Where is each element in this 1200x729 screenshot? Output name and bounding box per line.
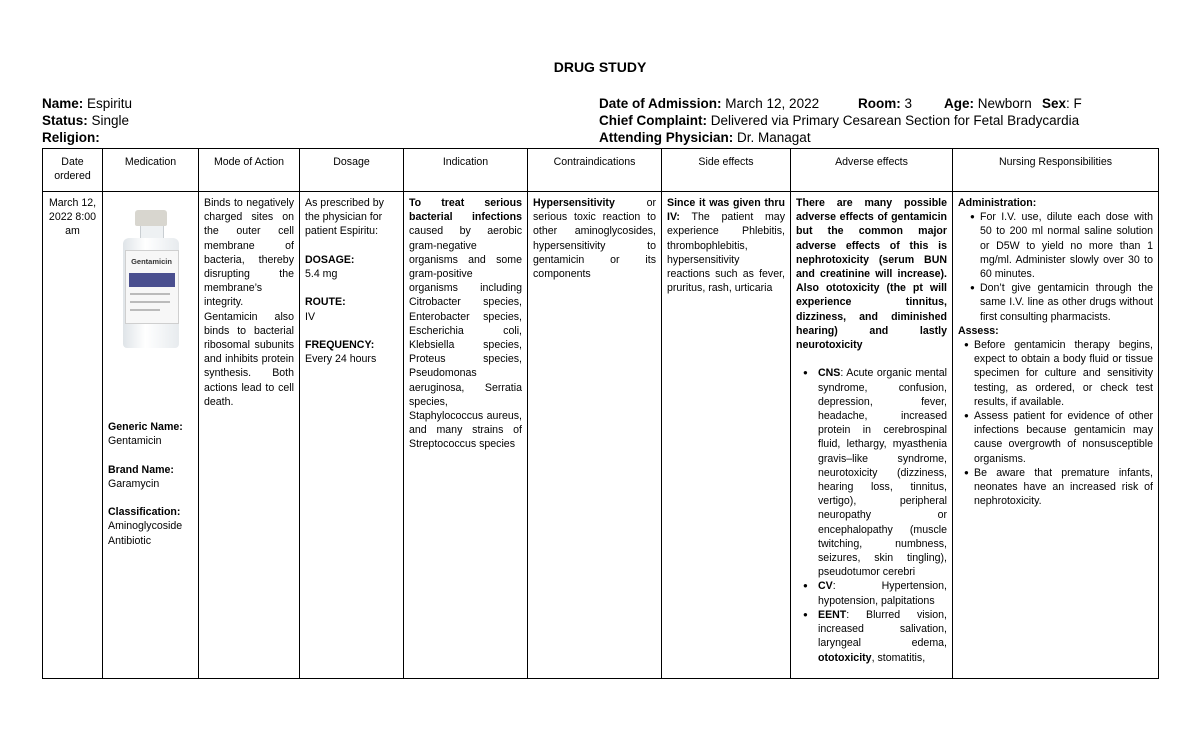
gentamicin-vial-image: Gentamicin [123,210,179,360]
patient-status: Status: Single [42,113,130,128]
cell-date: March 12, 2022 8:00 am [43,192,103,679]
cell-nursing [953,192,1159,679]
list-item: ● For I.V. use, dilute each dose with 50 to 200 ml normal saline solution or D5W to yield no more than 1 mg/ml. Administer slowly over 30 to 60 minutes. [970,210,1153,281]
col-header-nursing: Nursing Responsibilities [953,149,1159,192]
administration-list [958,210,1153,324]
col-header-dosage: Dosage [300,149,404,192]
patient-name: Name: Espiritu [42,96,133,111]
frequency-value: Every 24 hours [305,353,377,366]
frequency-label: FREQUENCY: [305,339,375,352]
contraindication-lead: Hypersensitivity [533,197,615,209]
list-item: ● Don’t give gentamicin through the same I.V. line as other drugs without first consulting pharmacists. [970,281,1153,324]
cell-side-effects [662,192,791,679]
room-number: Room: 3 [858,96,913,111]
cell-contraindications [528,192,662,679]
side-effects-body: The patient may experience Phlebitis, thrombophlebitis, hypersensitivity reactions such as fever, pruritus, rash, urticaria [667,211,785,295]
side-effects-lead: Since it was given thru IV: [667,197,785,224]
assess-label: Assess: [958,324,999,337]
route-value: IV [305,310,316,323]
cell-indication [404,192,528,679]
col-header-side-effects: Side effects [662,149,791,192]
dosage-prescribed: As prescribed by the physician for patient Espiritu: [305,197,384,238]
col-header-indication: Indication [404,149,528,192]
drug-study-table [42,148,1159,679]
list-item: ● CNS: Acute organic mental syndrome, confusion, depression, fever, headache, increased protein in cerebrospinal fluid, lethargy, myasthenia gravis–like syndrome, neurotoxicity (dizziness, hearing loss, tinnitus, vertigo), peripheral neuropathy or encephalopathy (muscle twitching, numbness, seizures, skin tingling), pseudotumor cerebri [796,366,947,579]
brand-name-label: Brand Name: [108,463,174,476]
assess-list [958,338,1153,508]
list-item: ● EENT: Blurred vision, increased salivation, laryngeal edema, ototoxicity, stomatitis, [796,608,947,665]
administration-label: Administration: [958,197,1037,209]
adverse-intro: There are many possible adverse effects of gentamicin but the common major adverse effects of this is nephrotoxicity (serum BUN and creatinine will increase). Also ototoxicity (the pt will experience tinnitus, dizziness, and diminished hearing) and lastly neurotoxicity [796,197,947,352]
cell-dosage [300,192,404,679]
chief-complaint: Chief Complaint: Delivered via Primary Cesarean Section for Fetal Bradycardia [599,113,1080,128]
attending-physician: Attending Physician: Dr. Managat [599,130,811,145]
patient-religion: Religion: [42,130,100,145]
generic-name-label: Generic Name: [108,421,183,433]
col-header-medication: Medication [103,149,199,192]
cell-adverse-effects [791,192,953,679]
patient-sex: Sex: F [1042,96,1082,111]
brand-name: Garamycin [108,477,160,490]
admission-date: Date of Admission: March 12, 2022 [599,96,820,111]
col-header-mode-of-action: Mode of Action [199,149,300,192]
page-title: DRUG STUDY [553,59,647,75]
generic-name: Gentamicin [108,435,162,448]
list-item: ● Be aware that premature infants, neonates have an increased risk of nephrotoxicity. [964,466,1153,509]
col-header-date: Date ordered [43,149,103,192]
cell-mode-of-action: Binds to negatively charged sites on the outer cell membrane of bacteria, thereby disrupting the membrane’s integrity. Gentamicin also binds to bacterial ribosomal subunits and inhibits protein synthesis. Both actions lead to cell death. [199,192,300,679]
adverse-effects-list [796,366,947,664]
classification: Aminoglycoside Antibiotic [108,520,183,547]
list-item: ● Assess patient for evidence of other infections because gentamicin may cause overgrowth of nonsusceptible organisms. [964,409,1153,466]
dosage-value: 5.4 mg [305,268,338,281]
indication-body: caused by aerobic gram-negative organisms and some gram-positive organisms including Citrobacter species, Enterobacter species, Escherichia coli, Klebsiella species, Proteus species, Pseudomonas aeruginosa, Serratia species, Staphylococcus aureus, and many strains of Streptococcus species [409,225,522,451]
contraindication-body: or serious toxic reaction to other aminoglycosides, hypersensitivity to gentamicin or its components [533,197,656,281]
col-header-adverse-effects: Adverse effects [791,149,953,192]
list-item: ● Before gentamicin therapy begins, expect to obtain a body fluid or tissue specimen for culture and sensitivity testing, as ordered, or check test results, if available. [964,338,1153,409]
cell-medication [103,192,199,679]
patient-age: Age: Newborn [944,96,1032,111]
table-row [43,192,1159,679]
route-label: ROUTE: [305,296,346,309]
table-header-row [43,149,1159,192]
list-item: ● CV: Hypertension, hypotension, palpitations [796,579,947,607]
classification-label: Classification: [108,506,181,519]
indication-lead: To treat serious bacterial infections [409,197,522,224]
dosage-label: DOSAGE: [305,253,355,266]
col-header-contraindications: Contraindications [528,149,662,192]
